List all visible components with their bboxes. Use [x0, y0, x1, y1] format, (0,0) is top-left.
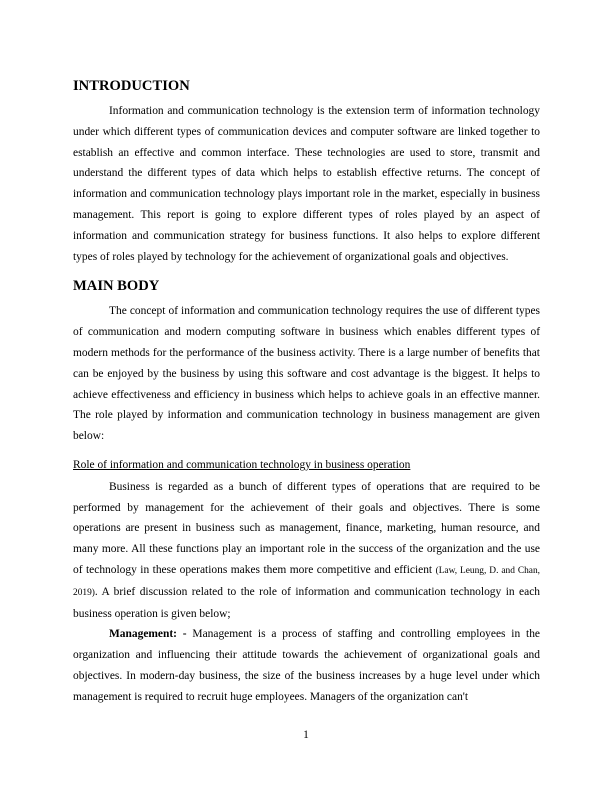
management-text: Management is a process of staffing and controlling employees in the organization and influencing their attitude towards the achievement of organizational goals and objectives. In modern-day business, the size of the business increases by a huge level under which management is required to recruit huge employees. Managers of the organization can't	[73, 628, 540, 703]
management-label: Management: -	[109, 628, 187, 641]
introduction-paragraph: Information and communication technology is the extension term of information technology under which different types of communication devices and computer software are linked together to establish an effective and common interface. These technologies are used to store, transmit and understand the different types of data which helps to establish effective returns. The concept of information and communication technology plays important role in the market, especially in business management. This report is going to explore different types of roles played by an aspect of information and communication strategy for business functions. It also helps to explore different types of roles played by technology for the achievement of organizational goals and objectives.	[73, 105, 540, 263]
page-number: 1	[303, 729, 309, 741]
role-section-paragraph	[73, 477, 540, 625]
page-content	[73, 78, 540, 708]
role-paragraph-text-end: . A brief discussion related to the role of information and communication technology in each business operation is given below;	[73, 585, 540, 620]
citation: (Law, Leung, D. and Chan, 2019)	[73, 565, 540, 598]
role-section-subheading: Role of information and communication technology in business operation	[73, 458, 411, 471]
main-body-heading: MAIN BODY	[73, 278, 160, 295]
main-body-paragraph: The concept of information and communication technology requires the use of different types of communication and modern computing software in business which enables different types of modern methods for the performance of the business activity. There is a large number of benefits that can be enjoyed by the business by using this software and cost advantage is the biggest. It helps to achieve effectiveness and efficiency in business which helps to achieve goals in an effective manner. The role played by information and communication technology in business management are given below:	[73, 305, 540, 443]
role-paragraph-text-start: Business is regarded as a bunch of different types of operations that are required to be performed by management for the achievement of their goals and objectives. There is some operations are present in business such as management, finance, marketing, human resource, and many more. All these functions play an important role in the success of the organization and the use of technology in these operations makes them more competitive and efficient	[73, 480, 540, 576]
management-paragraph	[73, 624, 540, 707]
introduction-heading: INTRODUCTION	[73, 78, 190, 94]
